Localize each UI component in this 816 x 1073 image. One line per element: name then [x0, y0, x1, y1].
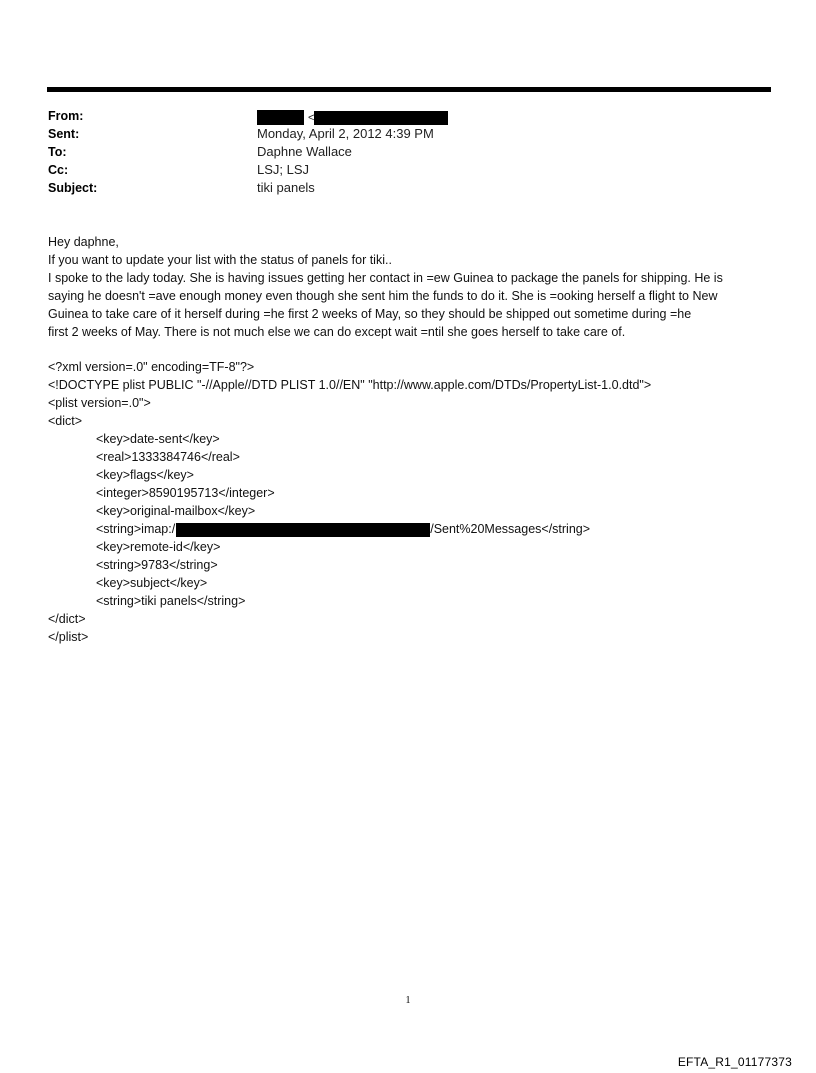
subject-value: tiki panels — [257, 180, 315, 195]
plist-entry: <string>tiki panels</string> — [96, 594, 246, 608]
plist-entry: <integer>8590195713</integer> — [96, 486, 275, 500]
body-line: Guinea to take care of it herself during =he first 2 weeks of May, so they should be shipped out sometime during =he — [48, 307, 692, 321]
subject-label: Subject: — [48, 181, 98, 195]
sent-label: Sent: — [48, 127, 80, 141]
to-label: To: — [48, 145, 67, 159]
imap-prefix: <string>imap:/ — [96, 522, 176, 536]
cc-label: Cc: — [48, 163, 69, 177]
body-line: saying he doesn't =ave enough money even though she sent him the funds to do it. She is =ooking herself a flight to New — [48, 289, 718, 303]
body-line: first 2 weeks of May. There is not much else we can do except wait =ntil she goes herself to take care of. — [48, 325, 626, 339]
document-id: EFTA_R1_01177373 — [677, 1055, 792, 1069]
from-label: From: — [48, 109, 84, 123]
plist-close: </plist> — [48, 630, 89, 644]
greeting: Hey daphne, — [48, 235, 119, 249]
redaction-box — [313, 523, 430, 537]
cc-value: LSJ; LSJ — [257, 162, 310, 177]
plist-entry: <key>original-mailbox</key> — [96, 504, 256, 518]
plist-entry: <key>subject</key> — [96, 576, 208, 590]
sent-value: Monday, April 2, 2012 4:39 PM — [257, 126, 434, 141]
redaction-box — [257, 110, 304, 125]
redaction-box — [176, 523, 313, 537]
to-value: Daphne Wallace — [257, 144, 352, 159]
xml-declaration: <?xml version=.0" encoding=TF-8"?> — [48, 360, 255, 374]
redaction-box — [314, 111, 448, 125]
dict-close: </dict> — [48, 612, 86, 626]
plist-entry: <key>flags</key> — [96, 468, 194, 482]
plist-entry: <real>1333384746</real> — [96, 450, 240, 464]
plist-entry: <key>remote-id</key> — [96, 540, 221, 554]
doctype-line: <!DOCTYPE plist PUBLIC "-//Apple//DTD PLIST 1.0//EN" "http://www.apple.com/DTDs/PropertyList-1.0.dtd"> — [48, 378, 652, 392]
message-body — [48, 233, 772, 341]
body-line: I spoke to the lady today. She is having issues getting her contact in =ew Guinea to package the panels for shipping. He is — [48, 271, 723, 285]
body-line: If you want to update your list with the status of panels for tiki.. — [48, 253, 392, 267]
plist-entry: <key>date-sent</key> — [96, 432, 220, 446]
plist-block — [48, 358, 651, 646]
plist-entry: <string>9783</string> — [96, 558, 218, 572]
plist-open: <plist version=.0"> — [48, 396, 151, 410]
header-divider — [47, 87, 771, 92]
from-angle-bracket: < — [308, 112, 315, 124]
imap-suffix: /Sent%20Messages</string> — [430, 522, 591, 536]
page-number: 1 — [405, 995, 411, 1006]
imap-entry — [48, 520, 651, 538]
dict-open: <dict> — [48, 414, 83, 428]
